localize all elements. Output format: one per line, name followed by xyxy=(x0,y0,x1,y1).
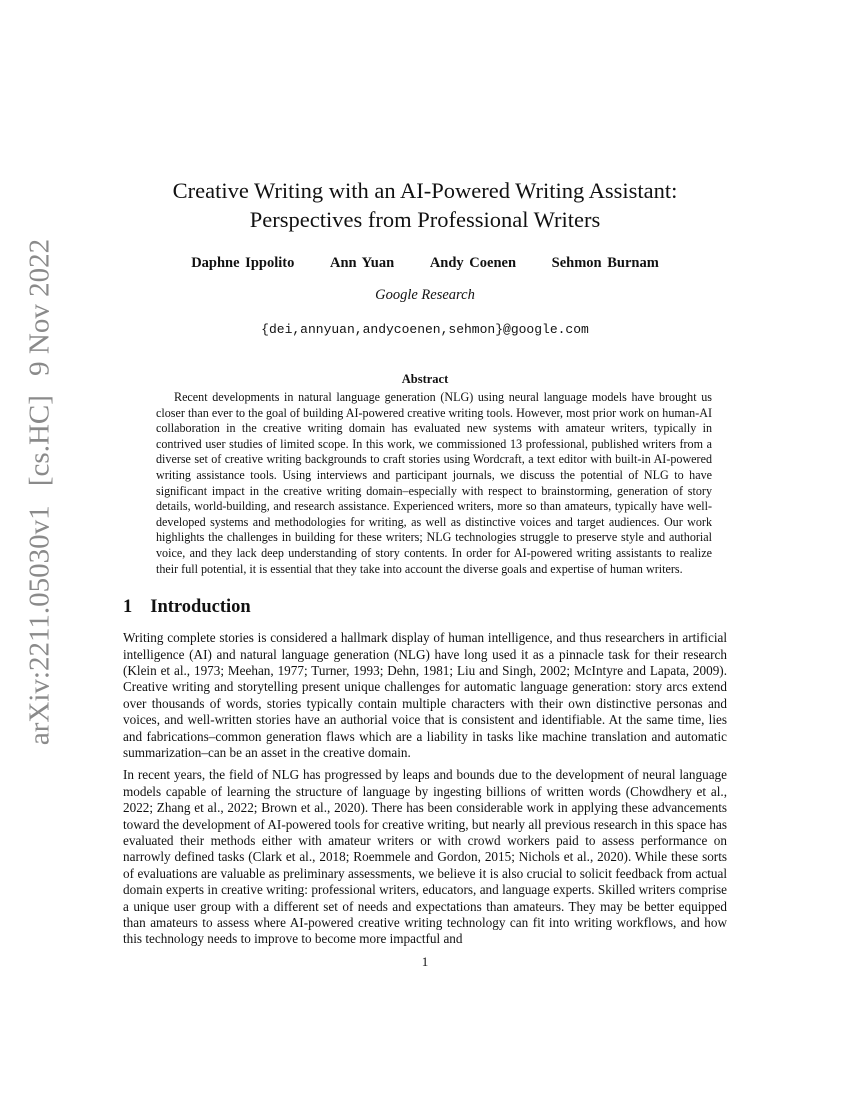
arxiv-id: arXiv:2211.05030v1 xyxy=(23,505,56,746)
section-number: 1 xyxy=(123,597,133,618)
author: Sehmon Burnam xyxy=(551,255,659,271)
paper-body xyxy=(123,372,727,970)
arxiv-stamp xyxy=(24,233,57,751)
section-heading xyxy=(123,597,727,618)
paper-title xyxy=(0,176,850,234)
author: Daphne Ippolito xyxy=(191,255,295,271)
title-line-1: Creative Writing with an AI-Powered Writing Assistant: xyxy=(172,178,678,203)
author: Andy Coenen xyxy=(429,255,517,271)
author: Ann Yuan xyxy=(329,255,395,271)
body-paragraph: Writing complete stories is considered a hallmark display of human intelligence, and thus researchers in artificial intelligence (AI) and natural language generation (NLG) have long used it as a pinnacle task for their research (Klein et al., 1973; Meehan, 1977; Turner, 1993; Dehn, 1981; Liu and Singh, 2002; McIntyre and Lapata, 2009). Creative writing and storytelling present unique challenges for automatic language generation: story arcs extend over thousands of words, stories typically contain multiple characters with their own distinctive personas and voices, and well-written stories have an authorial voice that is consistent and identifiable. At the same time, lies and fabrications–common generation flaws which are a liability in tasks like machine translation and automatic summarization–can be an asset in the creative domain. xyxy=(123,630,727,760)
title-line-2: Perspectives from Professional Writers xyxy=(249,207,601,232)
abstract-heading: Abstract xyxy=(401,372,449,386)
body-paragraph: In recent years, the field of NLG has progressed by leaps and bounds due to the development of neural language models capable of learning the structure of language by ingesting billions of written words (Chowdhery et al., 2022; Zhang et al., 2022; Brown et al., 2020). There has been considerable work in applying these advancements toward the development of AI-powered tools for creative writing, but nearly all previous research in this space has evaluated their methods either with amateur writers or with crowd workers paid to assess performance on narrowly defined tasks (Clark et al., 2018; Roemmele and Gordon, 2015; Nichols et al., 2020). While these sorts of evaluations are valuable as preliminary assessments, we believe it is also crucial to solicit feedback from actual domain experts in creative writing: professional writers, educators, and language experts. Skilled writers comprise a unique user group with a different set of needs and expectations than amateurs. They may be better equipped than amateurs to assess where AI-powered creative writing technology can fit into writing workflows, and how this technology needs to improve to become more impactful and xyxy=(123,767,727,947)
author-emails: {dei,annyuan,andycoenen,sehmon}@google.com xyxy=(261,322,589,337)
author-list xyxy=(0,255,850,272)
section-title: Introduction xyxy=(150,597,251,618)
abstract-text: Recent developments in natural language generation (NLG) using neural language models have brought us closer than ever to the goal of building AI-powered creative writing tools. However, most prior work on human-AI collaboration in the creative writing domain has evaluated new systems with amateur writers, typically in contrived user studies of limited scope. In this work, we commissioned 13 professional, published writers from a diverse set of creative writing backgrounds to craft stories using Wordcraft, a text editor with built-in AI-powered writing assistance tools. Using interviews and participant journals, we discuss the potential of NLG to have significant impact in the creative writing domain–especially with respect to brainstorming, generation of story details, world-building, and research assistance. Experienced writers, more so than amateurs, typically have well-developed systems and methodologies for writing, as well as distinctive voices and target audiences. Our work highlights the challenges in building for these writers; NLG technologies struggle to preserve style and authorial voice, and they lack deep understanding of story contents. In order for AI-powered writing assistants to realize their full potential, it is essential that they take into account the diverse goals and expertise of human writers. xyxy=(156,390,712,576)
affiliation: Google Research xyxy=(375,287,475,303)
arxiv-category: [cs.HC] xyxy=(23,395,56,487)
arxiv-date: 9 Nov 2022 xyxy=(23,238,56,376)
page-number: 1 xyxy=(421,953,429,969)
